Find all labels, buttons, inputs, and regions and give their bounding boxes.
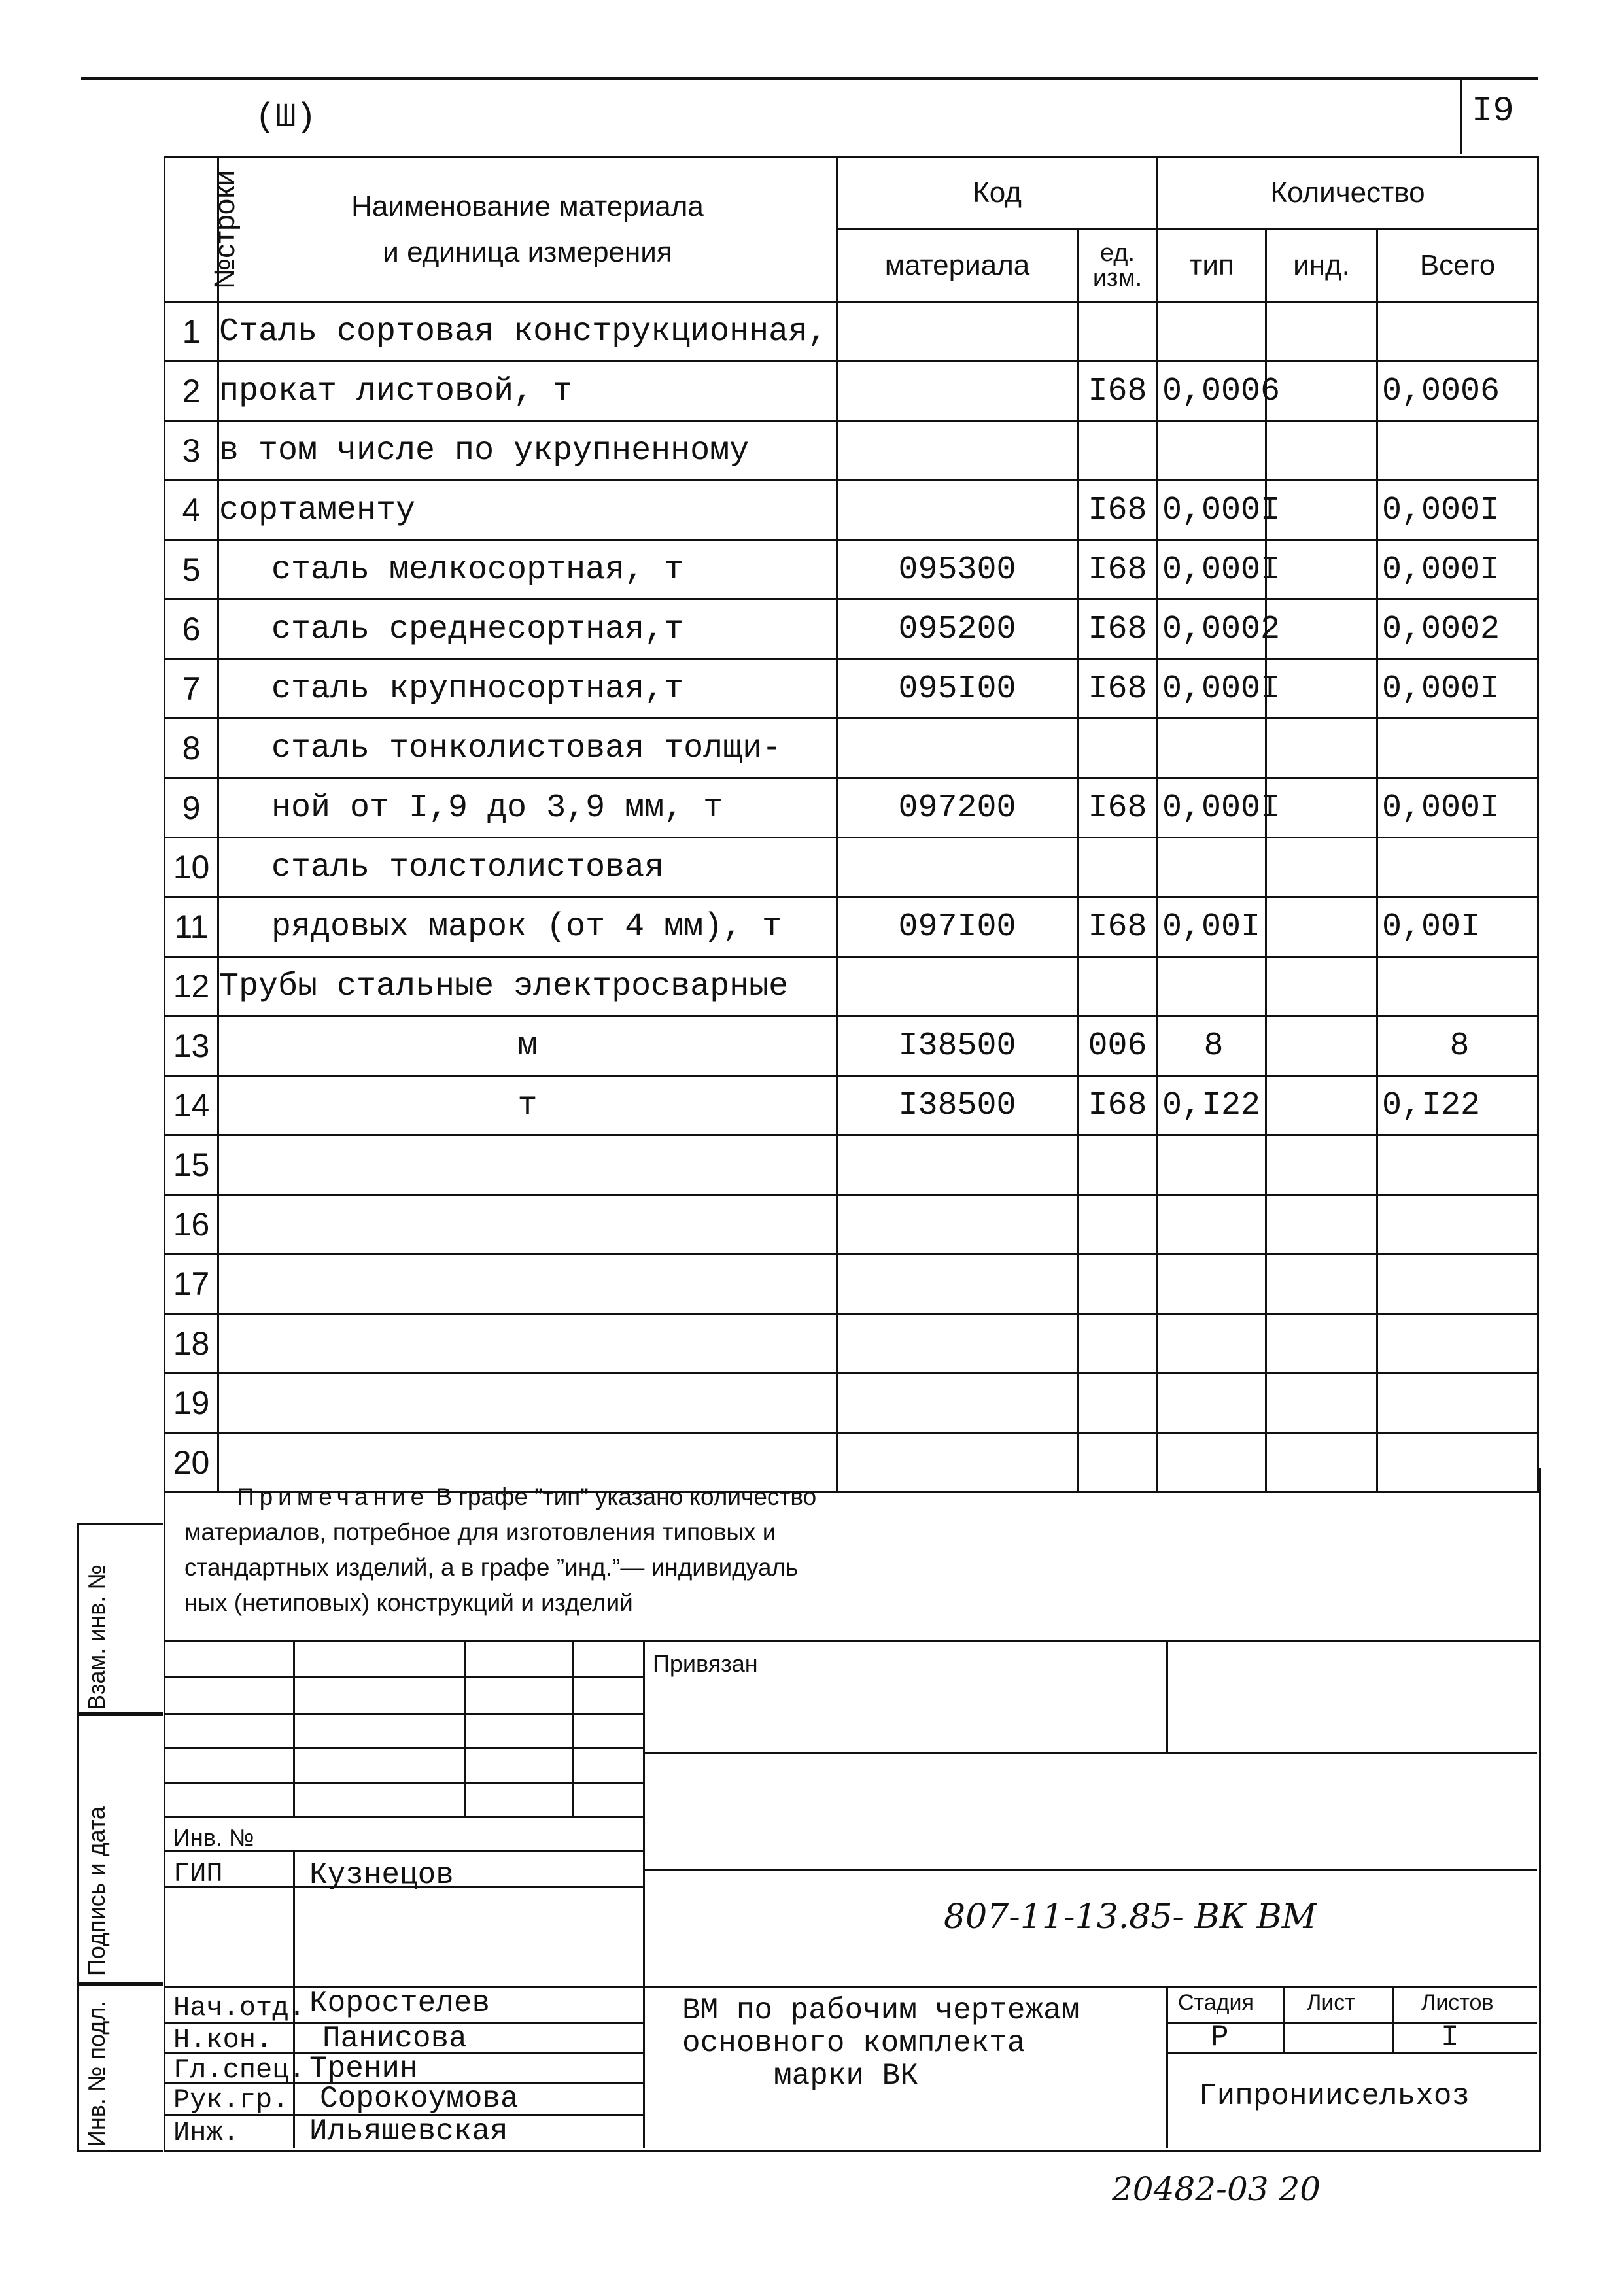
table-row: [165, 1254, 1538, 1314]
material-name-cell: [218, 1135, 837, 1195]
row-number-cell: 12: [165, 957, 218, 1016]
ind-quantity-cell: [1266, 1373, 1377, 1433]
table-row: [165, 719, 1538, 778]
material-name-cell: [218, 1195, 837, 1254]
page-number: I9: [1472, 92, 1514, 131]
drawing-description: ВМ по рабочим чертежам основного комплекта марки ВК: [682, 1993, 1080, 2093]
typ-quantity-cell: 0,000I: [1158, 481, 1266, 540]
material-code-cell: 095200: [837, 600, 1078, 659]
table-row: [165, 540, 1538, 600]
unit-code-cell: I68: [1078, 1076, 1158, 1135]
material-code-cell: [837, 957, 1078, 1016]
table-row: [165, 957, 1538, 1016]
top-rule: [81, 77, 1538, 80]
total-quantity-cell: [1377, 1254, 1538, 1314]
material-name-cell: Трубы стальные электросварные: [218, 957, 837, 1016]
note: [184, 1479, 1002, 1621]
typ-quantity-cell: 0,000I: [1158, 778, 1266, 838]
table-row: [165, 897, 1538, 957]
code-header: Код: [837, 157, 1158, 229]
name-chief-spec: Тренин: [309, 2052, 418, 2086]
unit-code-cell: I68: [1078, 659, 1158, 719]
note-text-1: В графе ”тип” указано количество: [429, 1483, 817, 1510]
table-row: [165, 1016, 1538, 1076]
row-number-cell: 7: [165, 659, 218, 719]
material-code-cell: [837, 719, 1078, 778]
material-code-cell: I38500: [837, 1076, 1078, 1135]
material-name-cell: сталь тонколистовая толщи-: [218, 719, 837, 778]
table-row: [165, 421, 1538, 481]
material-code-cell: [837, 481, 1078, 540]
material-name-cell: [218, 1314, 837, 1373]
role-head-dept: Нач.отд.: [173, 1992, 305, 2024]
unit-code-cell: I68: [1078, 600, 1158, 659]
typ-quantity-cell: [1158, 957, 1266, 1016]
typ-header: тип: [1158, 229, 1266, 302]
total-quantity-cell: 8: [1377, 1016, 1538, 1076]
table-row: [165, 778, 1538, 838]
material-name-cell: Сталь сортовая конструкционная,: [218, 302, 837, 362]
ind-quantity-cell: [1266, 421, 1377, 481]
row-number-cell: 9: [165, 778, 218, 838]
total-quantity-cell: 0,00I: [1377, 897, 1538, 957]
name-gip: Кузнецов: [309, 1858, 454, 1892]
typ-quantity-cell: 8: [1158, 1016, 1266, 1076]
unit-code-cell: [1078, 1314, 1158, 1373]
side-label-replace: Взам. инв. №: [83, 1564, 110, 1710]
row-number-cell: 8: [165, 719, 218, 778]
typ-quantity-cell: 0,I22: [1158, 1076, 1266, 1135]
inv-no-label: Инв. №: [173, 1824, 254, 1851]
typ-quantity-cell: [1158, 302, 1266, 362]
row-number-cell: 4: [165, 481, 218, 540]
table-row: [165, 1373, 1538, 1433]
material-code-cell: 097200: [837, 778, 1078, 838]
material-code-cell: [837, 1314, 1078, 1373]
total-quantity-cell: [1377, 1195, 1538, 1254]
table-row: [165, 1135, 1538, 1195]
note-text-2: материалов, потребное для изготовления типовых и: [184, 1519, 776, 1545]
typ-quantity-cell: [1158, 719, 1266, 778]
note-text-3: стандартных изделий, а в графе ”инд.”— индивидуаль: [184, 1554, 799, 1581]
material-code-cell: [837, 1373, 1078, 1433]
stage-label: Стадия: [1178, 1990, 1254, 2015]
material-code-cell: [837, 362, 1078, 421]
total-quantity-cell: 0,0006: [1377, 362, 1538, 421]
ind-quantity-cell: [1266, 838, 1377, 897]
typ-quantity-cell: [1158, 1314, 1266, 1373]
name-engineer: Ильяшевская: [309, 2114, 508, 2148]
ind-quantity-cell: [1266, 1135, 1377, 1195]
material-code-cell: 095I00: [837, 659, 1078, 719]
table-row: [165, 600, 1538, 659]
table-row: [165, 1195, 1538, 1254]
typ-quantity-cell: [1158, 1254, 1266, 1314]
ind-quantity-cell: [1266, 1195, 1377, 1254]
unit-code-cell: [1078, 1195, 1158, 1254]
material-name-cell: м: [218, 1016, 837, 1076]
ind-quantity-cell: [1266, 778, 1377, 838]
total-quantity-cell: 0,000I: [1377, 778, 1538, 838]
unit-code-cell: [1078, 302, 1158, 362]
privyazan-label: Привязан: [653, 1650, 758, 1677]
material-code-cell: [837, 1254, 1078, 1314]
material-name-cell: сталь крупносортная,т: [218, 659, 837, 719]
row-number-cell: 11: [165, 897, 218, 957]
total-quantity-cell: 0,0002: [1377, 600, 1538, 659]
materials-table: [164, 156, 1539, 1493]
note-label: Примечание: [237, 1483, 430, 1510]
total-header: Всего: [1377, 229, 1538, 302]
ind-quantity-cell: [1266, 600, 1377, 659]
ind-quantity-cell: [1266, 659, 1377, 719]
sheets-value: I: [1441, 2020, 1459, 2054]
row-number-cell: 5: [165, 540, 218, 600]
row-number-cell: 18: [165, 1314, 218, 1373]
typ-quantity-cell: [1158, 1373, 1266, 1433]
typ-quantity-cell: [1158, 838, 1266, 897]
material-name-cell: сталь среднесортная,т: [218, 600, 837, 659]
material-code-cell: [837, 421, 1078, 481]
row-number-cell: 3: [165, 421, 218, 481]
unit-code-cell: I68: [1078, 778, 1158, 838]
typ-quantity-cell: 0,000I: [1158, 540, 1266, 600]
row-number-cell: 14: [165, 1076, 218, 1135]
row-number-cell: 16: [165, 1195, 218, 1254]
side-label-inventory: Инв. № подл.: [83, 2000, 110, 2147]
ind-header: инд.: [1266, 229, 1377, 302]
total-quantity-cell: [1377, 302, 1538, 362]
total-quantity-cell: 0,000I: [1377, 481, 1538, 540]
material-name-cell: т: [218, 1076, 837, 1135]
typ-quantity-cell: [1158, 1195, 1266, 1254]
unit-code-cell: [1078, 838, 1158, 897]
typ-quantity-cell: 0,0002: [1158, 600, 1266, 659]
row-number-cell: 19: [165, 1373, 218, 1433]
unit-code-cell: [1078, 719, 1158, 778]
organization-name: Гипрониисельхоз: [1199, 2079, 1470, 2113]
unit-code-cell: I68: [1078, 540, 1158, 600]
row-number-cell: 15: [165, 1135, 218, 1195]
unit-code-cell: 006: [1078, 1016, 1158, 1076]
table-row: [165, 302, 1538, 362]
quantity-header: Количество: [1158, 157, 1538, 229]
ind-quantity-cell: [1266, 481, 1377, 540]
material-code-cell: 097I00: [837, 897, 1078, 957]
total-quantity-cell: 0,I22: [1377, 1076, 1538, 1135]
ind-quantity-cell: [1266, 897, 1377, 957]
material-name-cell: в том числе по укрупненному: [218, 421, 837, 481]
section-mark: (Ш): [255, 98, 317, 137]
archive-number: 20482-03 20: [1112, 2170, 1321, 2208]
unit-code-cell: [1078, 1135, 1158, 1195]
row-number-cell: 10: [165, 838, 218, 897]
ind-quantity-cell: [1266, 540, 1377, 600]
name-group-lead: Сорокоумова: [320, 2082, 519, 2116]
table-row: [165, 1314, 1538, 1373]
total-quantity-cell: [1377, 1314, 1538, 1373]
unit-code-cell: I68: [1078, 362, 1158, 421]
name-header: Наименование материала и единица измерения: [218, 157, 837, 302]
total-quantity-cell: [1377, 1373, 1538, 1433]
table-row: [165, 481, 1538, 540]
side-stamp-signature: [77, 1712, 163, 1986]
note-text-4: ных (нетиповых) конструкций и изделий: [184, 1589, 633, 1616]
row-number-cell: 6: [165, 600, 218, 659]
table-row: [165, 362, 1538, 421]
ind-quantity-cell: [1266, 1016, 1377, 1076]
row-number-cell: 2: [165, 362, 218, 421]
name-norm-control: Панисова: [322, 2022, 467, 2056]
document-code: 807-11-13.85- ВК ВМ: [944, 1897, 1317, 1937]
role-engineer: Инж.: [173, 2117, 239, 2148]
side-stamp-replace: [77, 1523, 163, 1716]
ind-quantity-cell: [1266, 957, 1377, 1016]
sheet-label: Лист: [1307, 1990, 1355, 2015]
material-name-cell: рядовых марок (от 4 мм), т: [218, 897, 837, 957]
ind-quantity-cell: [1266, 1076, 1377, 1135]
material-name-cell: сталь мелкосортная, т: [218, 540, 837, 600]
total-quantity-cell: 0,000I: [1377, 540, 1538, 600]
material-code-cell: [837, 838, 1078, 897]
role-norm-control: Н.кон.: [173, 2024, 273, 2056]
material-name-cell: [218, 1373, 837, 1433]
material-name-cell: сортаменту: [218, 481, 837, 540]
typ-quantity-cell: 0,0006: [1158, 362, 1266, 421]
side-label-signature: Подпись и дата: [83, 1806, 110, 1976]
stage-value: Р: [1211, 2020, 1229, 2054]
role-gip: ГИП: [173, 1858, 223, 1889]
total-quantity-cell: 0,000I: [1377, 659, 1538, 719]
sheets-label: Листов: [1421, 1990, 1494, 2015]
title-block: [164, 1640, 1541, 2152]
material-name-cell: [218, 1254, 837, 1314]
unit-code-cell: [1078, 1254, 1158, 1314]
table-row: [165, 659, 1538, 719]
unit-code-cell: I68: [1078, 481, 1158, 540]
material-code-cell: 095300: [837, 540, 1078, 600]
role-chief-spec: Гл.спец.: [173, 2054, 305, 2086]
row-number-cell: 17: [165, 1254, 218, 1314]
typ-quantity-cell: [1158, 1135, 1266, 1195]
ind-quantity-cell: [1266, 362, 1377, 421]
total-quantity-cell: [1377, 719, 1538, 778]
material-code-cell: [837, 302, 1078, 362]
row-number-cell: 13: [165, 1016, 218, 1076]
material-name-cell: сталь толстолистовая: [218, 838, 837, 897]
ind-quantity-cell: [1266, 719, 1377, 778]
material-name-cell: ной от I,9 до 3,9 мм, т: [218, 778, 837, 838]
material-code-cell: [837, 1135, 1078, 1195]
total-quantity-cell: [1377, 421, 1538, 481]
ind-quantity-cell: [1266, 1254, 1377, 1314]
row-number-cell: 1: [165, 302, 218, 362]
role-group-lead: Рук.гр.: [173, 2084, 289, 2116]
material-code-cell: I38500: [837, 1016, 1078, 1076]
row-number-header: №строки: [165, 157, 218, 302]
total-quantity-cell: [1377, 957, 1538, 1016]
total-quantity-cell: [1377, 838, 1538, 897]
ind-quantity-cell: [1266, 1314, 1377, 1373]
side-stamp-inventory: [77, 1982, 163, 2152]
row-number-cell: 20: [165, 1433, 218, 1493]
ind-quantity-cell: [1266, 302, 1377, 362]
name-head-dept: Коростелев: [309, 1986, 491, 2020]
material-code-header: материала: [837, 229, 1078, 302]
unit-code-cell: I68: [1078, 897, 1158, 957]
unit-code-cell: [1078, 1373, 1158, 1433]
unit-code-cell: [1078, 957, 1158, 1016]
table-row: [165, 838, 1538, 897]
unit-header: ед. изм.: [1078, 229, 1158, 302]
material-code-cell: [837, 1195, 1078, 1254]
table-row: [165, 1076, 1538, 1135]
unit-code-cell: [1078, 421, 1158, 481]
material-name-cell: прокат листовой, т: [218, 362, 837, 421]
typ-quantity-cell: [1158, 421, 1266, 481]
typ-quantity-cell: 0,000I: [1158, 659, 1266, 719]
total-quantity-cell: [1377, 1135, 1538, 1195]
typ-quantity-cell: 0,00I: [1158, 897, 1266, 957]
